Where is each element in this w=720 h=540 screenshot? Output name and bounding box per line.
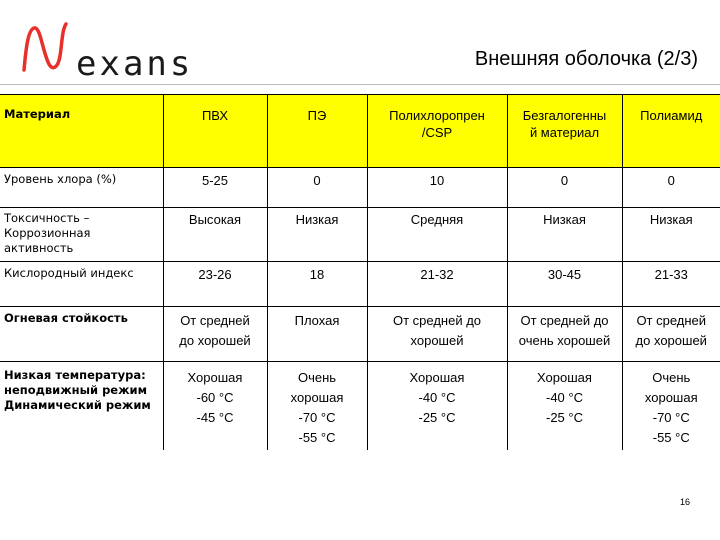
cell-line: -55 °C	[298, 430, 336, 445]
cell-line: 30-45	[547, 267, 582, 282]
cell-line: -25 °C	[546, 410, 583, 425]
table-cell	[622, 168, 720, 208]
table-cell	[267, 168, 367, 208]
row-label	[0, 262, 163, 307]
table-cell	[367, 307, 507, 362]
header-line: ПВХ	[201, 108, 229, 123]
cell-line: -45 °C	[196, 410, 234, 425]
row-label-line: Огневая стойкость	[4, 311, 128, 325]
cell-line: -40 °C	[546, 390, 583, 405]
cell-line: От средней	[180, 313, 250, 328]
cell-line: 0	[560, 173, 569, 188]
cell-line: Хорошая	[187, 370, 243, 385]
cell-line: Высокая	[188, 212, 242, 227]
table-cell	[367, 362, 507, 451]
table-cell	[507, 208, 622, 262]
table-row	[0, 362, 720, 451]
row-label-line: Коррозионная	[4, 226, 91, 240]
cell-line: 23-26	[198, 267, 232, 282]
header-line: ПЭ	[307, 108, 327, 123]
cell-line: Плохая	[294, 313, 340, 328]
header-cell	[163, 95, 267, 168]
table-cell	[163, 168, 267, 208]
cell-line: до хорошей	[635, 333, 707, 348]
cell-line: От средней до	[392, 313, 482, 328]
cell-line: Низкая	[543, 212, 586, 227]
table-cell	[267, 362, 367, 451]
table-cell	[267, 262, 367, 307]
cell-line: 5-25	[201, 173, 229, 188]
header-cell	[507, 95, 622, 168]
cell-line: 21-33	[654, 267, 688, 282]
header-line: й материал	[529, 125, 600, 140]
cell-line: хорошей	[410, 333, 464, 348]
cell-line: -25 °C	[418, 410, 456, 425]
cell-line: очень хорошей	[518, 333, 611, 348]
table-cell	[367, 262, 507, 307]
cell-line: 18	[309, 267, 325, 282]
cell-line: Средняя	[410, 212, 464, 227]
nexans-logo	[18, 18, 194, 84]
materials-table	[0, 94, 720, 450]
cell-line: Очень	[652, 370, 691, 385]
cell-line: 21-32	[420, 267, 454, 282]
row-label-line: Кислородный индекс	[4, 266, 134, 280]
header-line: Безгалогенны	[522, 108, 607, 123]
row-label	[0, 362, 163, 451]
header-line: Полихлоропрен	[389, 108, 485, 123]
cell-line: -60 °C	[196, 390, 234, 405]
table-cell	[622, 362, 720, 451]
header-line: /CSP	[421, 125, 453, 140]
cell-line: Низкая	[649, 212, 693, 227]
header-divider	[0, 84, 720, 85]
table-cell	[507, 262, 622, 307]
cell-line: -70 °C	[652, 410, 690, 425]
nexans-n-mark-icon	[18, 18, 78, 78]
header-cell	[367, 95, 507, 168]
header-line: Полиамид	[640, 108, 703, 123]
cell-line: хорошая	[290, 390, 344, 405]
table-cell	[267, 307, 367, 362]
table-cell	[163, 262, 267, 307]
cell-line: Низкая	[295, 212, 339, 227]
cell-line: 10	[429, 173, 445, 188]
page-number: 16	[680, 497, 691, 507]
header-cell	[267, 95, 367, 168]
cell-line: 0	[667, 173, 675, 188]
cell-line: От средней до	[520, 313, 609, 328]
table-cell	[507, 362, 622, 451]
row-label-line: Низкая температура:	[4, 368, 146, 382]
cell-line: -55 °C	[652, 430, 690, 445]
cell-line: 0	[313, 173, 321, 188]
cell-line: Хорошая	[409, 370, 465, 385]
header-cell-material: Материал	[0, 95, 163, 168]
row-label-line: Токсичность –	[4, 211, 90, 225]
cell-line: -70 °C	[298, 410, 336, 425]
cell-line: -40 °C	[418, 390, 456, 405]
row-label	[0, 208, 163, 262]
table-cell	[163, 307, 267, 362]
cell-line: Хорошая	[537, 370, 592, 385]
table-cell	[507, 307, 622, 362]
row-label-line: Динамический режим	[4, 398, 151, 412]
table-cell	[367, 208, 507, 262]
table-cell	[163, 362, 267, 451]
table-cell	[622, 208, 720, 262]
cell-line: От средней	[636, 313, 707, 328]
table-row	[0, 208, 720, 262]
cell-line: до хорошей	[179, 333, 251, 348]
table-header-row	[0, 95, 720, 168]
header-cell	[622, 95, 720, 168]
table-row	[0, 307, 720, 362]
row-label	[0, 168, 163, 208]
table-cell	[507, 168, 622, 208]
row-label-line: активность	[4, 241, 74, 255]
table-cell	[622, 262, 720, 307]
row-label	[0, 307, 163, 362]
table-row	[0, 168, 720, 208]
cell-line: Очень	[297, 370, 337, 385]
table-cell	[367, 168, 507, 208]
cell-line: хорошая	[644, 390, 698, 405]
row-label-line: Уровень хлора (%)	[4, 172, 117, 186]
page-title: Внешняя оболочка (2/3)	[474, 48, 698, 70]
table-cell	[622, 307, 720, 362]
table-cell	[163, 208, 267, 262]
table-row	[0, 262, 720, 307]
logo-wordmark: exans	[76, 44, 194, 84]
table-cell	[267, 208, 367, 262]
row-label-line: неподвижный режим	[4, 383, 147, 397]
